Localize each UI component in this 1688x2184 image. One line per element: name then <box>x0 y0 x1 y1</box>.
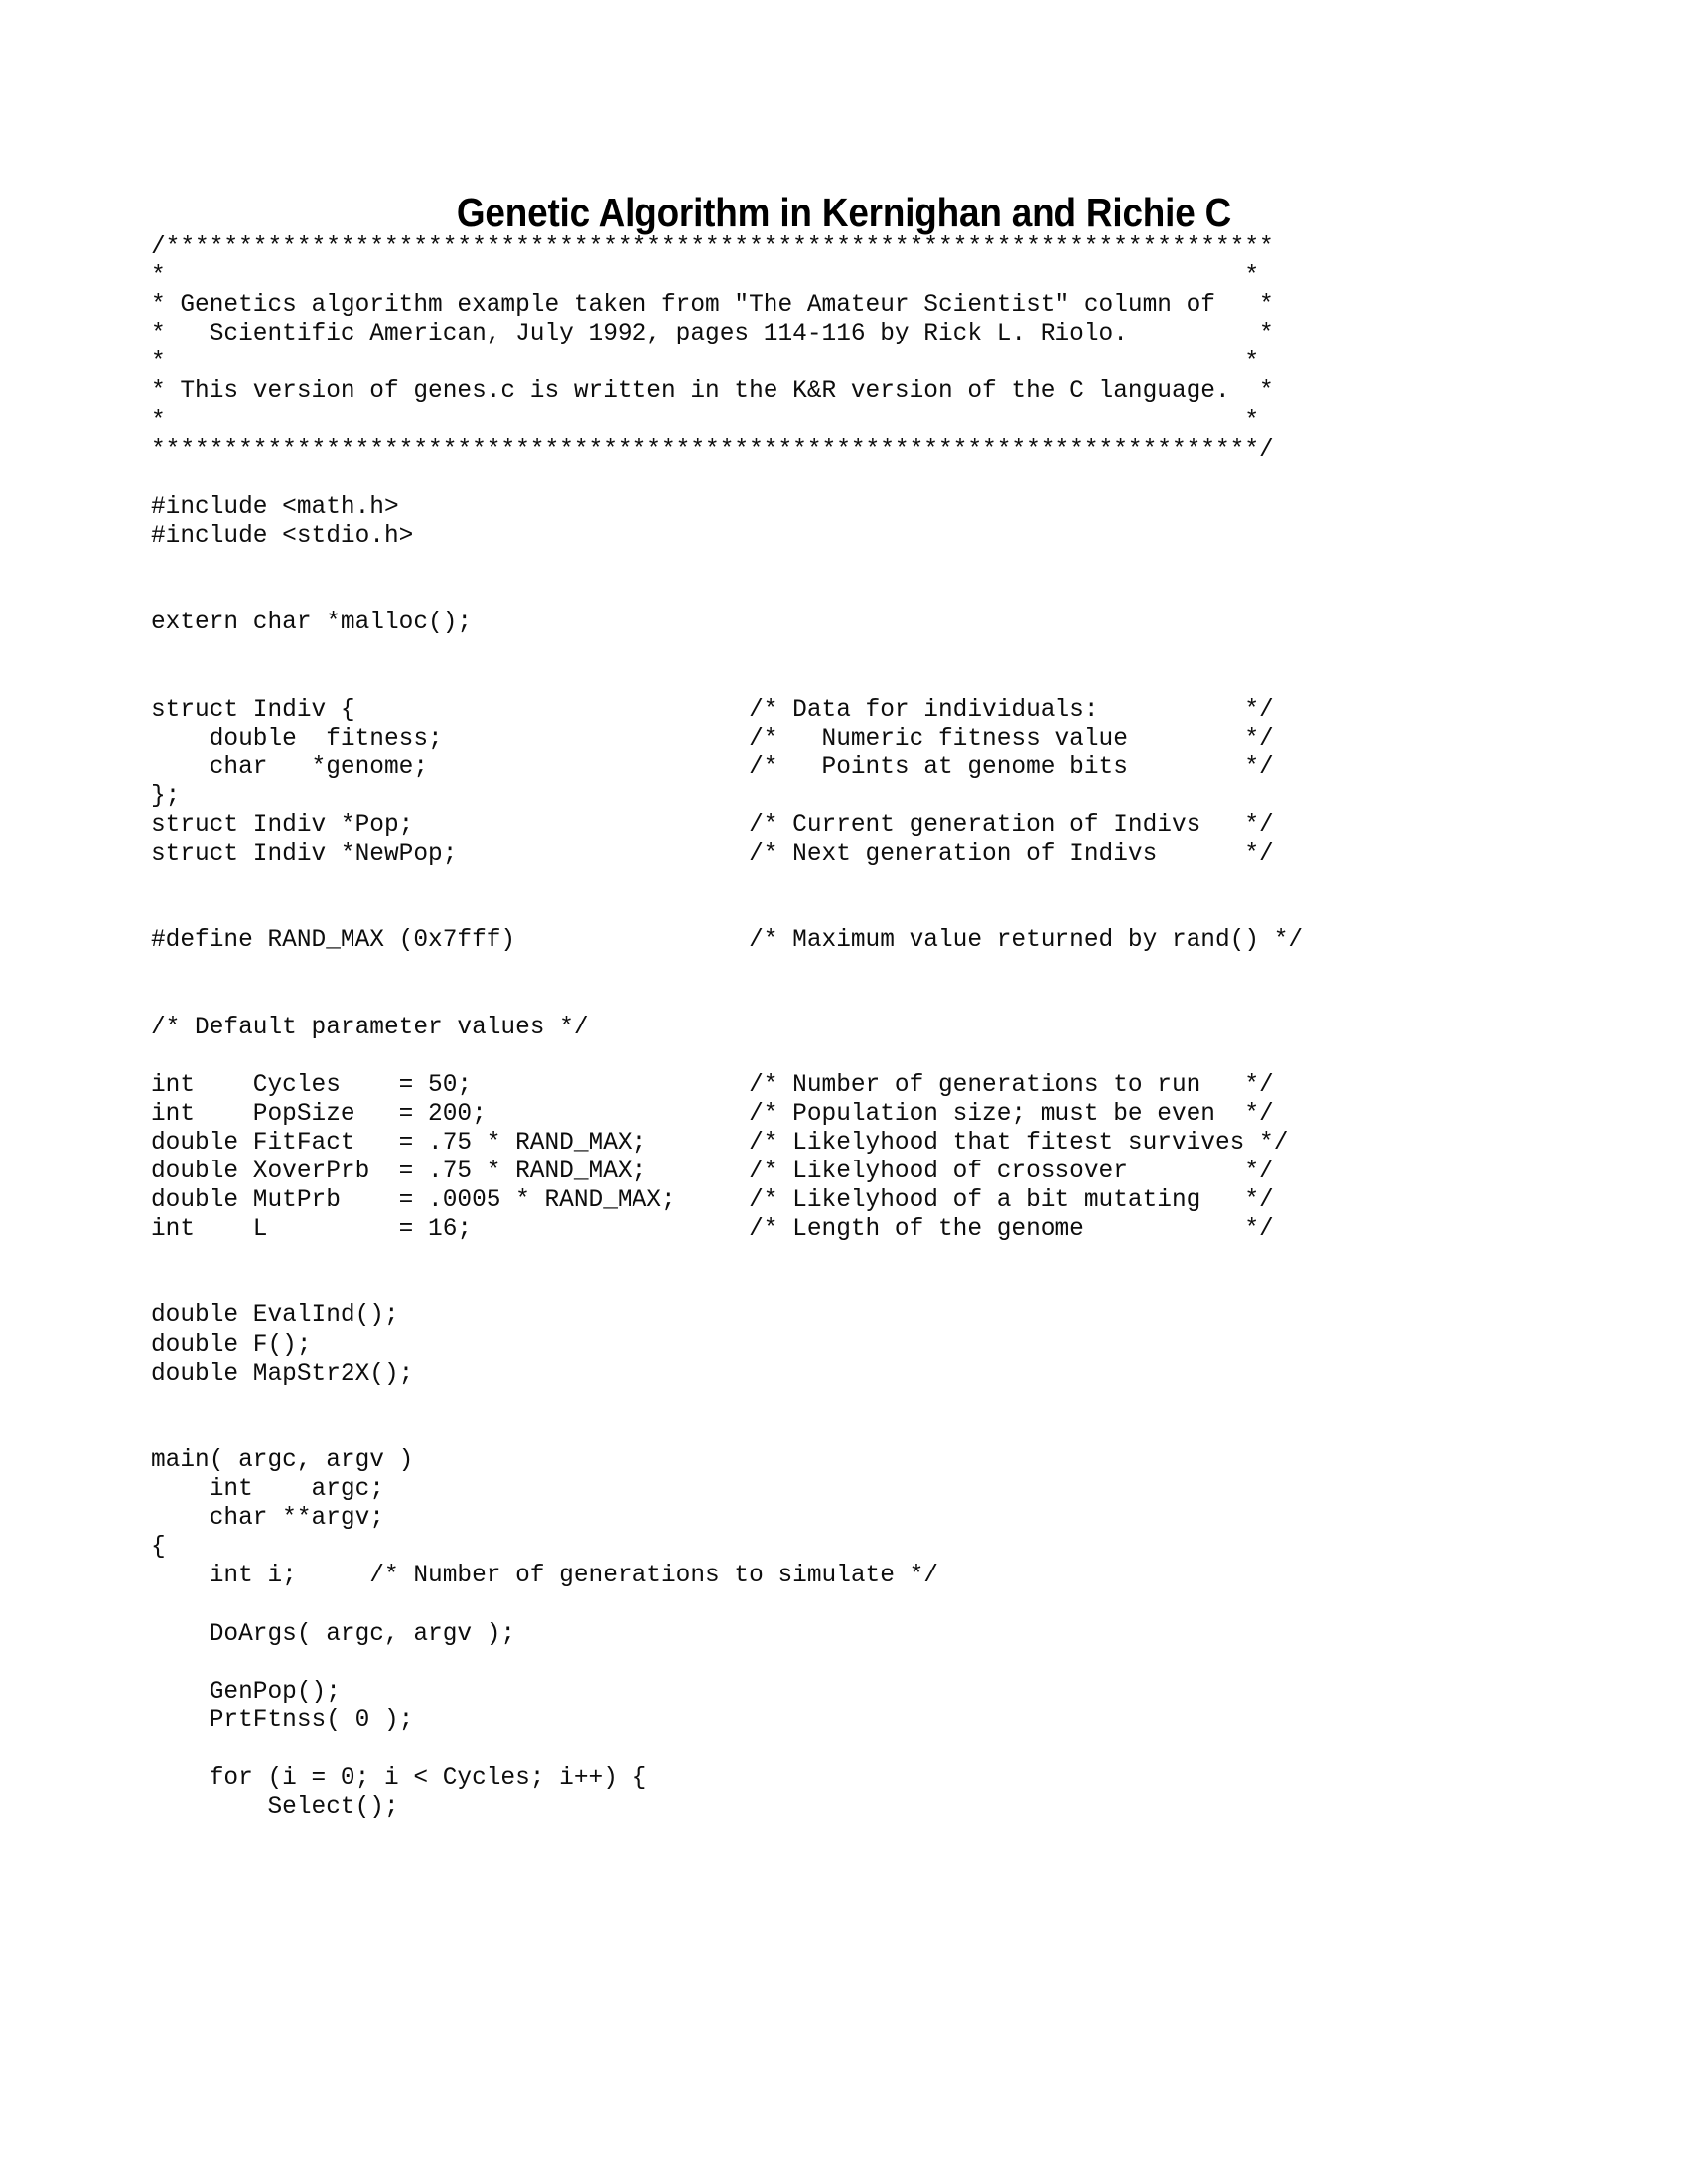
code-line: PrtFtnss( 0 ); <box>151 1706 414 1734</box>
code-line: for (i = 0; i < Cycles; i++) { <box>151 1764 647 1792</box>
code-line: * This version of genes.c is written in the K&R version of the C language. * <box>151 378 1274 406</box>
code-line <box>151 1389 1604 1418</box>
code-line <box>151 1590 1604 1619</box>
code-line: int PopSize = 200; /* Population size; must be even */ <box>151 1100 1274 1128</box>
code-line: }; <box>151 782 181 810</box>
code-line <box>151 984 1604 1013</box>
code-line <box>151 1244 1604 1273</box>
code-line: GenPop(); <box>151 1678 341 1706</box>
source-code-listing <box>151 233 1611 1822</box>
code-line: struct Indiv *NewPop; /* Next generation of Indivs */ <box>151 840 1274 868</box>
code-line <box>151 897 1604 926</box>
code-line: int argc; <box>151 1476 384 1504</box>
code-line: /**************************************************************************** <box>151 234 1274 261</box>
code-line: double FitFact = .75 * RAND_MAX; /* Likelyhood that fitest survives */ <box>151 1129 1289 1157</box>
code-line: char **argv; <box>151 1505 384 1533</box>
code-line: Select(); <box>151 1794 399 1822</box>
code-line <box>151 580 1604 609</box>
code-line: #include <math.h> <box>151 493 399 521</box>
code-line: double EvalInd(); <box>151 1302 399 1330</box>
code-line <box>151 666 1604 695</box>
code-line: * Scientific American, July 1992, pages 114-116 by Rick L. Riolo. * <box>151 321 1274 348</box>
code-line <box>151 1649 1604 1678</box>
code-line: * * <box>151 407 1260 435</box>
code-line: ****************************************************************************/ <box>151 436 1274 464</box>
code-line <box>151 1418 1604 1446</box>
code-line: extern char *malloc(); <box>151 610 473 637</box>
code-line <box>151 551 1604 580</box>
code-line: * Genetics algorithm example taken from "The Amateur Scientist" column of * <box>151 292 1274 320</box>
code-line: double fitness; /* Numeric fitness value */ <box>151 725 1274 752</box>
code-line <box>151 465 1604 493</box>
code-line <box>151 1735 1604 1764</box>
code-line: double MapStr2X(); <box>151 1360 414 1388</box>
code-line: * * <box>151 263 1260 291</box>
code-line: /* Default parameter values */ <box>151 1014 589 1041</box>
code-line: #include <stdio.h> <box>151 522 414 550</box>
code-line: int i; /* Number of generations to simulate */ <box>151 1563 938 1590</box>
page-title: Genetic Algorithm in Kernighan and Richie C <box>456 190 1232 235</box>
code-line <box>151 955 1604 984</box>
code-line: { <box>151 1534 166 1562</box>
code-line: int L = 16; /* Length of the genome */ <box>151 1216 1274 1244</box>
code-line <box>151 637 1604 666</box>
code-line: struct Indiv { /* Data for individuals: */ <box>151 696 1274 724</box>
code-line: double MutPrb = .0005 * RAND_MAX; /* Likelyhood of a bit mutating */ <box>151 1187 1274 1215</box>
code-line: #define RAND_MAX (0x7fff) /* Maximum value returned by rand() */ <box>151 927 1304 955</box>
code-line: int Cycles = 50; /* Number of generations to run */ <box>151 1071 1274 1099</box>
code-line: DoArgs( argc, argv ); <box>151 1620 516 1648</box>
code-line <box>151 1273 1604 1301</box>
code-line <box>151 869 1604 897</box>
code-line <box>151 1042 1604 1071</box>
code-line: struct Indiv *Pop; /* Current generation of Indivs */ <box>151 811 1274 839</box>
code-line: main( argc, argv ) <box>151 1446 414 1474</box>
code-line: double F(); <box>151 1331 312 1359</box>
code-line: char *genome; /* Points at genome bits */ <box>151 753 1274 781</box>
code-line: double XoverPrb = .75 * RAND_MAX; /* Likelyhood of crossover */ <box>151 1159 1274 1185</box>
code-line: * * <box>151 349 1260 377</box>
